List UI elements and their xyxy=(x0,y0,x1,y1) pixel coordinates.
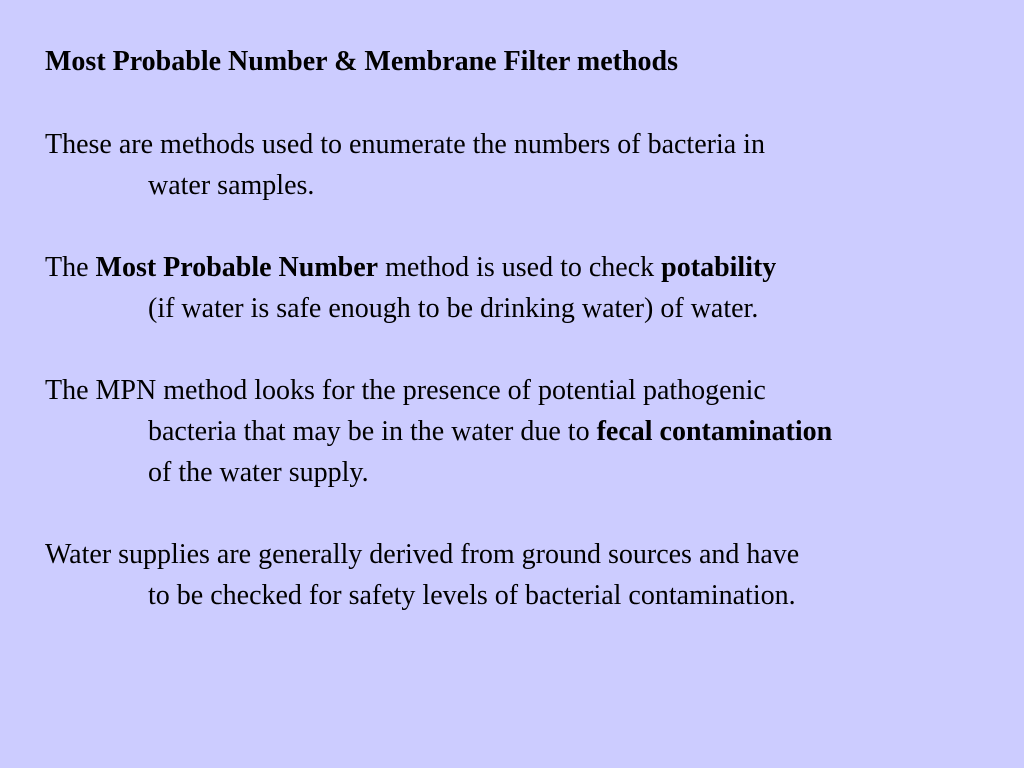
bold-term-potability: potability xyxy=(661,252,777,283)
paragraph-line-indented: water samples. xyxy=(148,170,315,201)
paragraph-line-indented xyxy=(45,411,832,452)
paragraph-line xyxy=(45,247,776,288)
paragraph-line-indented: (if water is safe enough to be drinking water) of water. xyxy=(148,293,759,324)
paragraph-enumeration-methods xyxy=(45,124,765,206)
paragraph-mpn-potability xyxy=(45,247,776,329)
paragraph-line: Water supplies are generally derived from ground sources and have xyxy=(45,539,800,570)
paragraph-line-indented: of the water supply. xyxy=(148,457,369,488)
paragraph-line: The MPN method looks for the presence of potential pathogenic xyxy=(45,375,766,406)
text-run: The xyxy=(45,252,96,283)
text-run: method is used to check xyxy=(378,252,662,283)
paragraph-mpn-pathogens xyxy=(45,370,832,493)
bold-term-fecal-contamination: fecal contamination xyxy=(596,416,833,447)
paragraph-line-indented: to be checked for safety levels of bacterial contamination. xyxy=(148,580,796,611)
bold-term-most-probable-number: Most Probable Number xyxy=(95,252,379,283)
text-run: bacteria that may be in the water due to xyxy=(148,416,597,447)
paragraph-water-supplies xyxy=(45,534,799,616)
paragraph-line: These are methods used to enumerate the numbers of bacteria in xyxy=(45,129,765,160)
slide-title: Most Probable Number & Membrane Filter methods xyxy=(45,46,679,77)
